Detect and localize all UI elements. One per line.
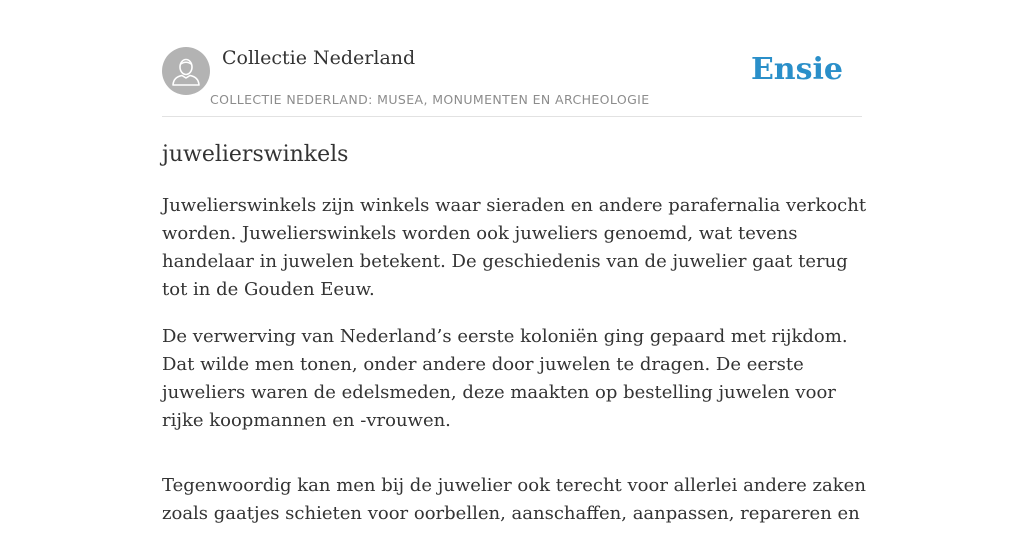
author-name[interactable]: Collectie Nederland [222, 47, 416, 69]
article-paragraph: Tegenwoordig kan men bij de juwelier ook terecht voor allerlei andere zaken zoals gaatjes schieten voor oorbellen, aanschaffen, aanpassen, repareren en [162, 475, 866, 524]
ensie-logo[interactable]: Ensie [750, 52, 843, 87]
author-avatar[interactable] [162, 47, 210, 95]
article-title: juwelierswinkels [162, 142, 349, 167]
category-label[interactable]: COLLECTIE NEDERLAND: MUSEA, MONUMENTEN EN ARCHEOLOGIE [210, 92, 650, 107]
article-paragraph: Juwelierswinkels zijn winkels waar sieraden en andere parafernalia verkocht worden. Juwelierswinkels worden ook juweliers genoemd, wat tevens handelaar in juwelen betekent. De geschiedenis van de juwelier gaat terug tot in de Gouden Eeuw. [162, 195, 867, 300]
article-body [162, 192, 872, 547]
article-header [162, 46, 862, 117]
article-paragraph: De verwerving van Nederland’s eerste koloniën ging gepaard met rijkdom. Dat wilde men tonen, onder andere door juwelen te dragen. De eerste juweliers waren de edelsmeden, deze maakten op bestelling juwelen voor rijke koopmannen en -vrouwen. [162, 326, 848, 431]
user-icon [162, 47, 210, 95]
